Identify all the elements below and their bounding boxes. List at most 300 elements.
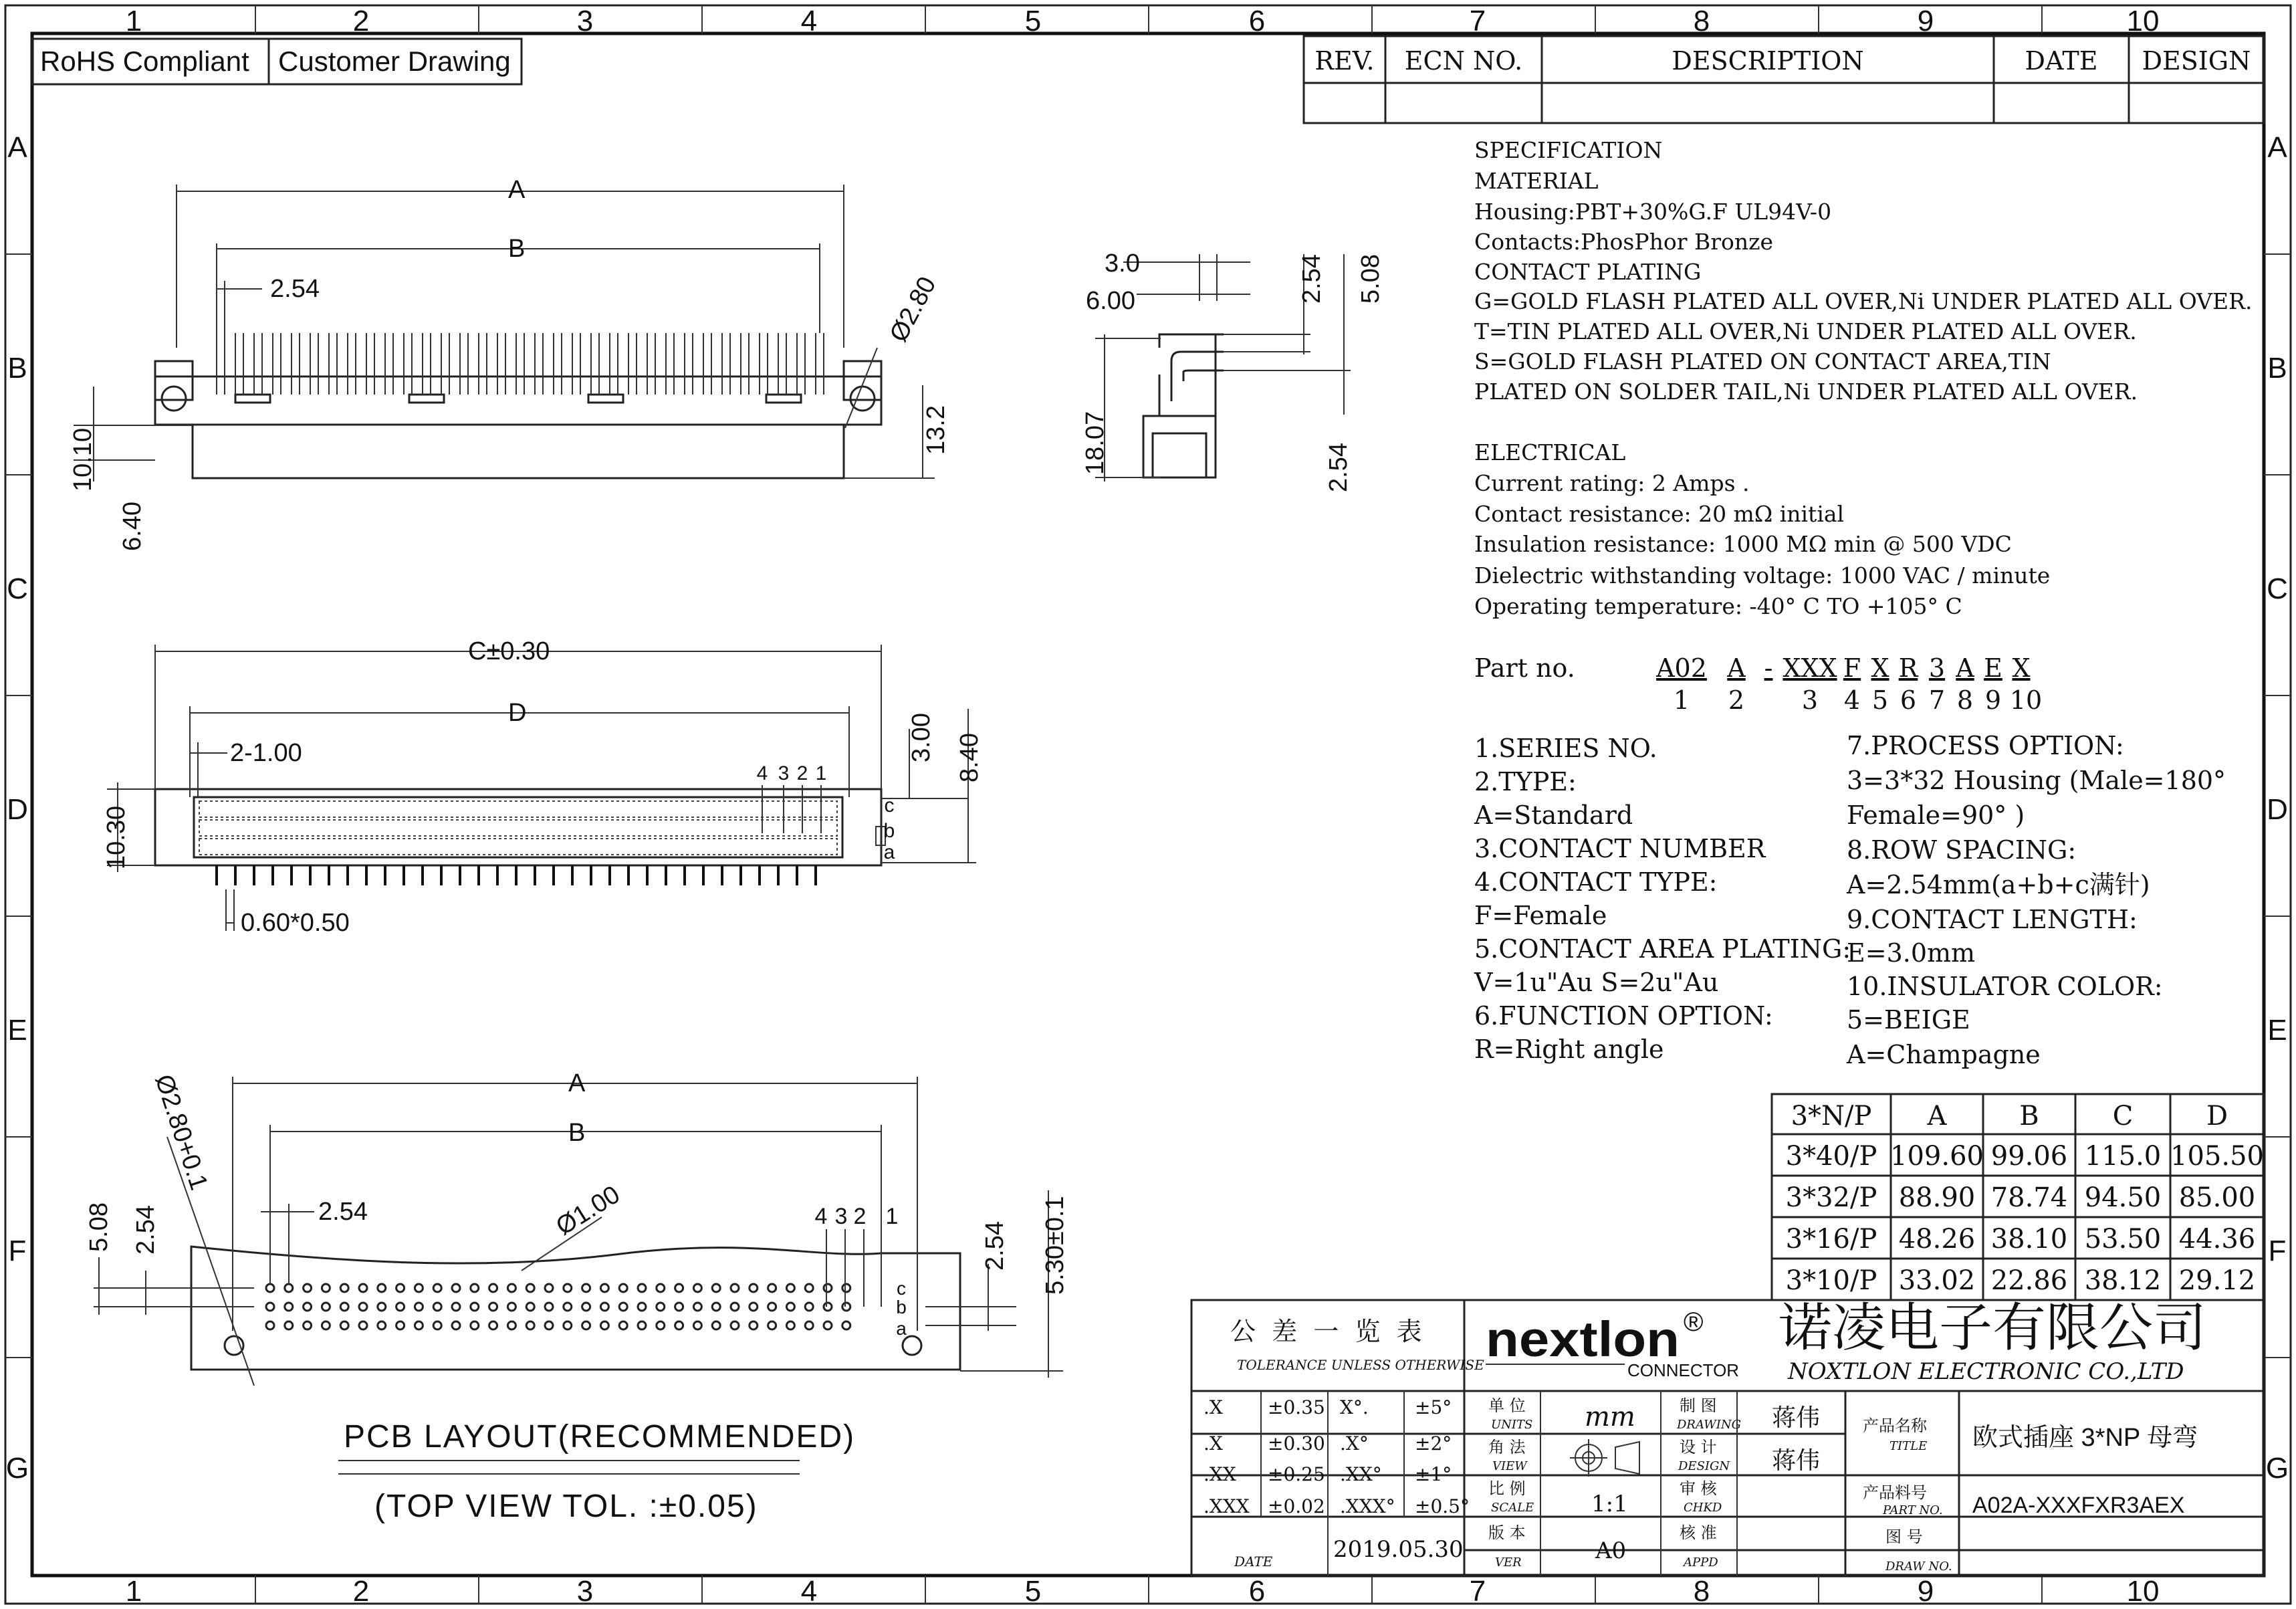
pcb-pad [545, 1303, 553, 1311]
pcb-pad [489, 1303, 497, 1311]
dim-table-cell: 38.10 [1990, 1224, 2068, 1255]
pcb-pad [731, 1284, 739, 1292]
pcb-pad [266, 1284, 274, 1292]
dim-label: Ø2.80+0.1 [149, 1071, 213, 1194]
scale-label-en: SCALE [1491, 1501, 1534, 1515]
row-letter: b [883, 820, 895, 842]
rev-header: REV. [1314, 46, 1375, 76]
pcb-pad [638, 1303, 646, 1311]
electrical-line: Contact resistance: 20 mΩ initial [1474, 501, 1845, 527]
pcb-pad [786, 1303, 794, 1311]
pcb-pad [378, 1321, 386, 1329]
option-line: 9.CONTACT LENGTH: [1847, 905, 2138, 934]
tol-cell: .XX° [1340, 1463, 1382, 1485]
pcb-pad [526, 1303, 534, 1311]
dim-label: 0.60*0.50 [241, 909, 350, 937]
dim-table-cell: 44.36 [2178, 1224, 2256, 1255]
pcb-pad [433, 1284, 441, 1292]
pcb-pad [322, 1303, 330, 1311]
tolerance-subtitle: TOLERANCE UNLESS OTHERWISE [1237, 1357, 1484, 1373]
scale-value: 1:1 [1591, 1491, 1628, 1517]
grid-row-label: F [2268, 1235, 2287, 1267]
pcb-pad [731, 1321, 739, 1329]
spec-line: G=GOLD FLASH PLATED ALL OVER,Ni UNDER PLATED ALL OVER. [1474, 288, 2253, 314]
dim-label: 2-1.00 [230, 739, 302, 767]
dim-table-header: B [2019, 1101, 2039, 1132]
pcb-pad [768, 1303, 776, 1311]
drawing-type-label: Customer Drawing [278, 45, 511, 77]
ver-label-en: VER [1495, 1556, 1522, 1570]
pcb-pad [471, 1321, 479, 1329]
grid-row-label: C [2267, 572, 2288, 605]
dim-label: D [508, 699, 527, 727]
option-line: R=Right angle [1474, 1035, 1664, 1064]
pcb-pad [396, 1321, 405, 1329]
grid-col-label: 2 [352, 5, 370, 37]
dim-label: 2.54 [270, 275, 320, 303]
option-line: 1.SERIES NO. [1474, 734, 1657, 763]
pcb-pad [712, 1284, 720, 1292]
dim-table-cell: 78.74 [1990, 1182, 2068, 1213]
option-line: 5=BEIGE [1847, 1005, 1970, 1035]
date-value: 2019.05.30 [1333, 1536, 1464, 1563]
part-index: 1 [1673, 685, 1690, 715]
company-name-en: NOXTLON ELECTRONIC CO.,LTD [1788, 1358, 2184, 1385]
dim-label: A [508, 176, 526, 204]
pcb-pad [285, 1303, 293, 1311]
option-line: 3.CONTACT NUMBER [1474, 834, 1766, 863]
drawing-label-en: DRAWING [1677, 1418, 1741, 1432]
part-no-label: Part no. [1474, 653, 1575, 683]
view-label-en: VIEW [1492, 1459, 1527, 1473]
pcb-pad [675, 1284, 683, 1292]
electrical-line: Insulation resistance: 1000 MΩ min @ 500 VDC [1474, 531, 2012, 557]
pin-number: 1 [885, 1204, 899, 1229]
design-header: DESIGN [2142, 46, 2251, 76]
spec-line: MATERIAL [1474, 168, 1599, 194]
pcb-pad [471, 1284, 479, 1292]
pcb-pad [304, 1321, 312, 1329]
design-label-cn: 设 计 [1680, 1438, 1717, 1457]
option-line: 8.ROW SPACING: [1847, 835, 2077, 865]
pcb-pad [712, 1321, 720, 1329]
title-label-cn: 产品名称 [1863, 1416, 1927, 1435]
tol-cell: .XXX [1203, 1495, 1250, 1517]
pcb-pad [786, 1284, 794, 1292]
dim-label: 2.54 [132, 1205, 160, 1255]
units-label-cn: 单 位 [1488, 1396, 1526, 1415]
grid-col-label: 10 [2126, 5, 2160, 37]
pcb-pad [768, 1284, 776, 1292]
dim-label: 10.10 [69, 427, 97, 492]
dim-label: 5.08 [1357, 254, 1385, 304]
pcb-pad [619, 1303, 627, 1311]
dimension-table [1772, 1094, 2264, 1300]
pcb-pad [359, 1284, 367, 1292]
pcb-pad [433, 1303, 441, 1311]
pcb-pad [415, 1321, 423, 1329]
grid-row-label: G [5, 1452, 29, 1485]
grid-col-label: 6 [1248, 1575, 1266, 1608]
drawing-label-cn: 制 图 [1680, 1396, 1717, 1415]
part-index: 4 [1843, 685, 1861, 715]
view-label-cn: 角 法 [1488, 1438, 1526, 1457]
projection-symbol-icon [1570, 1439, 1639, 1477]
grid-row-label: E [2267, 1014, 2287, 1047]
tol-cell: X°. [1340, 1396, 1369, 1418]
grid-row-label: B [7, 352, 27, 385]
grid-col-label: 8 [1693, 1575, 1710, 1608]
part-number-value: A02A-XXXFXR3AEX [1972, 1493, 2185, 1518]
pcb-pad [340, 1303, 348, 1311]
pcb-pad [657, 1303, 665, 1311]
dim-table-cell: 85.00 [2178, 1182, 2256, 1213]
tol-cell: ±0.5° [1415, 1495, 1470, 1517]
pcb-pad [452, 1321, 460, 1329]
side-view-drawing [1081, 249, 1385, 492]
part-code: X [1871, 653, 1889, 683]
pcb-pad [805, 1303, 813, 1311]
logo-registered-mark: ® [1684, 1307, 1704, 1337]
pcb-pad [657, 1284, 665, 1292]
pcb-pad [433, 1321, 441, 1329]
pcb-pad [750, 1303, 758, 1311]
pcb-pad [489, 1284, 497, 1292]
grid-col-label: 7 [1469, 5, 1486, 37]
pin-number: 1 [815, 762, 827, 784]
grid-col-label: 3 [576, 5, 594, 37]
options-right [1846, 731, 2226, 1069]
pcb-pad [805, 1284, 813, 1292]
pcb-pad [507, 1321, 515, 1329]
pcb-pad [285, 1284, 293, 1292]
pcb-pad [304, 1284, 312, 1292]
pcb-pad [304, 1303, 312, 1311]
pcb-pad [638, 1321, 646, 1329]
pcb-pad [824, 1303, 832, 1311]
dim-table-header: C [2112, 1101, 2134, 1132]
pcb-pad [340, 1284, 348, 1292]
pcb-pad [768, 1321, 776, 1329]
pcb-pad [564, 1284, 572, 1292]
pcb-pad [564, 1303, 572, 1311]
part-code: A [1727, 653, 1746, 683]
part-index: 7 [1928, 685, 1946, 715]
pcb-pad [322, 1284, 330, 1292]
grid-col-label: 5 [1024, 5, 1042, 37]
pcb-layout-drawing [85, 1069, 1069, 1524]
specification-block [1474, 137, 2252, 619]
part-code: R [1898, 653, 1918, 683]
spec-line: CONTACT PLATING [1474, 259, 1702, 285]
grid-col-label: 6 [1248, 5, 1266, 37]
pcb-pad [619, 1321, 627, 1329]
grid-col-label: 4 [800, 1575, 818, 1608]
dim-table-header: 3*N/P [1791, 1101, 1872, 1132]
partno-label-cn: 产品料号 [1863, 1483, 1927, 1502]
tol-cell: .X [1203, 1396, 1223, 1418]
part-index: 3 [1801, 685, 1819, 715]
pcb-pad [619, 1284, 627, 1292]
dim-table-cell: 38.12 [2084, 1265, 2162, 1296]
dim-table-cell: 53.50 [2084, 1224, 2162, 1255]
appd-label-en: APPD [1684, 1556, 1718, 1570]
dim-table-cell: 105.50 [2170, 1141, 2264, 1172]
title-label-en: TITLE [1889, 1439, 1928, 1453]
pcb-pad [526, 1321, 534, 1329]
pcb-pad [824, 1321, 832, 1329]
pcb-pad [675, 1321, 683, 1329]
pin-number: 2 [853, 1204, 867, 1229]
part-index: 10 [2009, 685, 2043, 715]
design-label-en: DESIGN [1678, 1459, 1730, 1473]
pcb-pad [507, 1303, 515, 1311]
grid-col-label: 4 [800, 5, 818, 37]
grid-col-label: 1 [125, 1575, 142, 1608]
grid-col-label: 5 [1024, 1575, 1042, 1608]
pcb-pad [322, 1321, 330, 1329]
dim-table-cell: 94.50 [2084, 1182, 2162, 1213]
dim-label: Ø1.00 [551, 1180, 625, 1241]
pcb-pad [359, 1321, 367, 1329]
spec-line: Housing:PBT+30%G.F UL94V-0 [1474, 199, 1832, 225]
dim-table-cell: 3*10/P [1785, 1265, 1877, 1296]
pcb-pad [693, 1284, 701, 1292]
part-number-breakdown [1474, 653, 2042, 715]
part-index: 9 [1984, 685, 2002, 715]
option-line: A=Standard [1474, 800, 1633, 830]
grid-col-label: 9 [1917, 5, 1934, 37]
row-letter: a [883, 841, 895, 863]
pcb-pad [693, 1303, 701, 1311]
grid-row-label: C [7, 572, 28, 605]
part-code: X [2012, 653, 2031, 683]
option-line: V=1u"Au S=2u"Au [1474, 968, 1719, 997]
pcb-pad [693, 1321, 701, 1329]
grid-col-label: 8 [1693, 5, 1710, 37]
option-line: 4.CONTACT TYPE: [1474, 867, 1718, 897]
product-title: 欧式插座 3*NP 母弯 [1972, 1424, 2198, 1452]
dim-label: B [508, 235, 526, 263]
rohs-label: RoHS Compliant [40, 45, 249, 77]
tol-cell: ±5° [1415, 1396, 1452, 1418]
row-letter: a [896, 1318, 907, 1339]
row-letter: c [884, 794, 895, 817]
company-name-cn: 诺凌电子有限公司 [1778, 1298, 2206, 1357]
grid-row-label: D [7, 793, 28, 826]
dim-table-cell: 22.86 [1990, 1265, 2068, 1296]
dim-label: 10.30 [102, 805, 130, 869]
pcb-pad [378, 1284, 386, 1292]
pcb-pad [786, 1321, 794, 1329]
partno-label-en: PART NO. [1883, 1503, 1943, 1517]
dim-label: 5.08 [85, 1202, 113, 1252]
dim-table-cell: 48.26 [1898, 1224, 1976, 1255]
dim-label: C±0.30 [468, 637, 550, 665]
pcb-pad [582, 1321, 590, 1329]
grid-col-label: 3 [576, 1575, 594, 1608]
option-line: E=3.0mm [1847, 938, 1976, 968]
pcb-pad [564, 1321, 572, 1329]
drawing-value: 蒋伟 [1772, 1404, 1821, 1431]
grid-row-label: E [7, 1014, 27, 1047]
dim-table-header: D [2206, 1101, 2228, 1132]
date-header: DATE [2025, 46, 2098, 76]
pin-number: 4 [814, 1204, 828, 1229]
option-line: 10.INSULATOR COLOR: [1847, 972, 2163, 1001]
dim-table-cell: 3*16/P [1785, 1224, 1877, 1255]
grid-col-label: 1 [125, 5, 142, 37]
pcb-pad [489, 1321, 497, 1329]
part-code: A [1956, 653, 1974, 683]
electrical-line: Dielectric withstanding voltage: 1000 VAC / minute [1474, 562, 2051, 588]
dim-label: A [568, 1069, 586, 1097]
dim-label: 6.40 [118, 502, 146, 551]
tol-cell: .XX [1203, 1463, 1236, 1485]
part-code: F [1843, 653, 1861, 683]
grid-row-label: G [2265, 1452, 2289, 1485]
pcb-pad [842, 1321, 850, 1329]
dim-label: 2.54 [981, 1221, 1009, 1271]
front-view-drawing [102, 637, 984, 937]
row-letter: b [896, 1297, 907, 1317]
dim-table-cell: 29.12 [2178, 1265, 2256, 1296]
pcb-pad-grid [266, 1284, 850, 1329]
dim-label: 8.40 [955, 733, 984, 782]
pcb-pad [750, 1284, 758, 1292]
ecn-header: ECN NO. [1404, 46, 1523, 76]
dim-label: 5.30±0.1 [1041, 1196, 1069, 1295]
grid-row-label: A [7, 131, 27, 164]
option-line: 2.TYPE: [1474, 767, 1577, 796]
part-index: 5 [1871, 685, 1889, 715]
pcb-pad [266, 1303, 274, 1311]
appd-label-cn: 核 准 [1680, 1523, 1717, 1542]
option-line: F=Female [1474, 901, 1607, 930]
spec-line: S=GOLD FLASH PLATED ON CONTACT AREA,TIN [1474, 348, 2051, 374]
header-labels [32, 39, 522, 84]
pcb-pad [285, 1321, 293, 1329]
pin-number: 3 [778, 762, 790, 784]
electrical-line: ELECTRICAL [1474, 439, 1626, 465]
pcb-pad [582, 1284, 590, 1292]
tol-cell: ±2° [1415, 1432, 1452, 1455]
pcb-pad [842, 1303, 850, 1311]
grid-row-label: F [8, 1235, 27, 1267]
dim-label: 2.54 [318, 1198, 368, 1226]
pcb-pad [415, 1303, 423, 1311]
tol-cell: .XXX° [1340, 1495, 1395, 1517]
part-code: E [1984, 653, 2002, 683]
dim-label: 3.0 [1105, 249, 1140, 278]
dim-label: 18.07 [1081, 411, 1109, 475]
pcb-pad [378, 1303, 386, 1311]
pcb-pad [545, 1321, 553, 1329]
pcb-pad [600, 1321, 608, 1329]
dim-label: 13.2 [922, 405, 950, 455]
design-value: 蒋伟 [1772, 1446, 1821, 1474]
pcb-pad [359, 1303, 367, 1311]
option-line: 7.PROCESS OPTION: [1847, 731, 2124, 760]
grid-col-label: 2 [352, 1575, 370, 1608]
chkd-label-en: CHKD [1684, 1501, 1722, 1515]
row-letter: c [897, 1278, 906, 1299]
pcb-pad [824, 1284, 832, 1292]
logo-subtitle: CONNECTOR [1627, 1360, 1740, 1380]
spec-line: SPECIFICATION [1474, 137, 1663, 163]
ver-value: A0 [1595, 1537, 1627, 1564]
pcb-pad [750, 1321, 758, 1329]
spec-line: Contacts:PhosPhor Bronze [1474, 229, 1774, 255]
option-line: 3=3*32 Housing (Male=180° [1847, 766, 2226, 795]
tol-cell: ±1° [1415, 1463, 1452, 1485]
grid-col-label: 9 [1917, 1575, 1934, 1608]
tol-cell: ±0.02 [1268, 1495, 1325, 1517]
drawno-label-en: DRAW NO. [1885, 1560, 1952, 1574]
pcb-pad [842, 1284, 850, 1292]
dim-table-cell: 3*40/P [1785, 1141, 1877, 1172]
units-label-en: UNITS [1491, 1418, 1533, 1432]
pcb-pad [415, 1284, 423, 1292]
electrical-line: Operating temperature: -40° C TO +105° C [1474, 593, 1962, 619]
pcb-pad [712, 1303, 720, 1311]
pin-number: 2 [796, 762, 808, 784]
pin-number: 3 [834, 1204, 848, 1229]
pcb-pad [582, 1303, 590, 1311]
grid-col-label: 10 [2126, 1575, 2160, 1608]
chkd-label-cn: 审 核 [1680, 1479, 1717, 1498]
tol-cell: ±0.35 [1268, 1396, 1325, 1418]
dim-label: 3.00 [907, 713, 935, 762]
pcb-pad [675, 1303, 683, 1311]
part-code: XXX [1783, 653, 1837, 683]
pcb-pad [638, 1284, 646, 1292]
pcb-tolerance-note: (TOP VIEW TOL. :±0.05) [374, 1489, 758, 1524]
dim-label: 6.00 [1086, 287, 1135, 315]
part-index: 2 [1728, 685, 1745, 715]
ver-label-cn: 版 本 [1488, 1523, 1526, 1542]
revision-table [1304, 36, 2264, 123]
tol-cell: ±0.30 [1268, 1432, 1325, 1455]
electrical-line: Current rating: 2 Amps . [1474, 470, 1750, 496]
pin-number: 4 [756, 762, 768, 784]
pcb-pad [600, 1303, 608, 1311]
pcb-pad [452, 1303, 460, 1311]
spec-line: PLATED ON SOLDER TAIL,Ni UNDER PLATED ALL OVER. [1474, 379, 2138, 405]
top-view-drawing [69, 176, 950, 551]
spec-line: T=TIN PLATED ALL OVER,Ni UNDER PLATED ALL OVER. [1474, 318, 2137, 344]
part-code: - [1764, 653, 1773, 683]
units-value: mm [1585, 1402, 1635, 1432]
dim-table-cell: 88.90 [1898, 1182, 1976, 1213]
dim-label: Ø2.80 [884, 272, 942, 347]
option-line: 6.FUNCTION OPTION: [1474, 1001, 1773, 1031]
pcb-pad [545, 1284, 553, 1292]
part-index: 6 [1900, 685, 1917, 715]
option-line: Female=90° ) [1847, 800, 2025, 830]
grid-col-label: 7 [1469, 1575, 1486, 1608]
pcb-pad [805, 1321, 813, 1329]
options-left [1474, 734, 1851, 1064]
tol-cell: .X° [1340, 1432, 1369, 1455]
pcb-pad [266, 1321, 274, 1329]
part-code: 3 [1928, 653, 1946, 683]
tolerance-title: 公 差 一 览 表 [1230, 1317, 1422, 1346]
pcb-pad [340, 1321, 348, 1329]
dim-table-cell: 99.06 [1990, 1141, 2068, 1172]
description-header: DESCRIPTION [1672, 46, 1864, 76]
tol-cell: .X [1203, 1432, 1223, 1455]
